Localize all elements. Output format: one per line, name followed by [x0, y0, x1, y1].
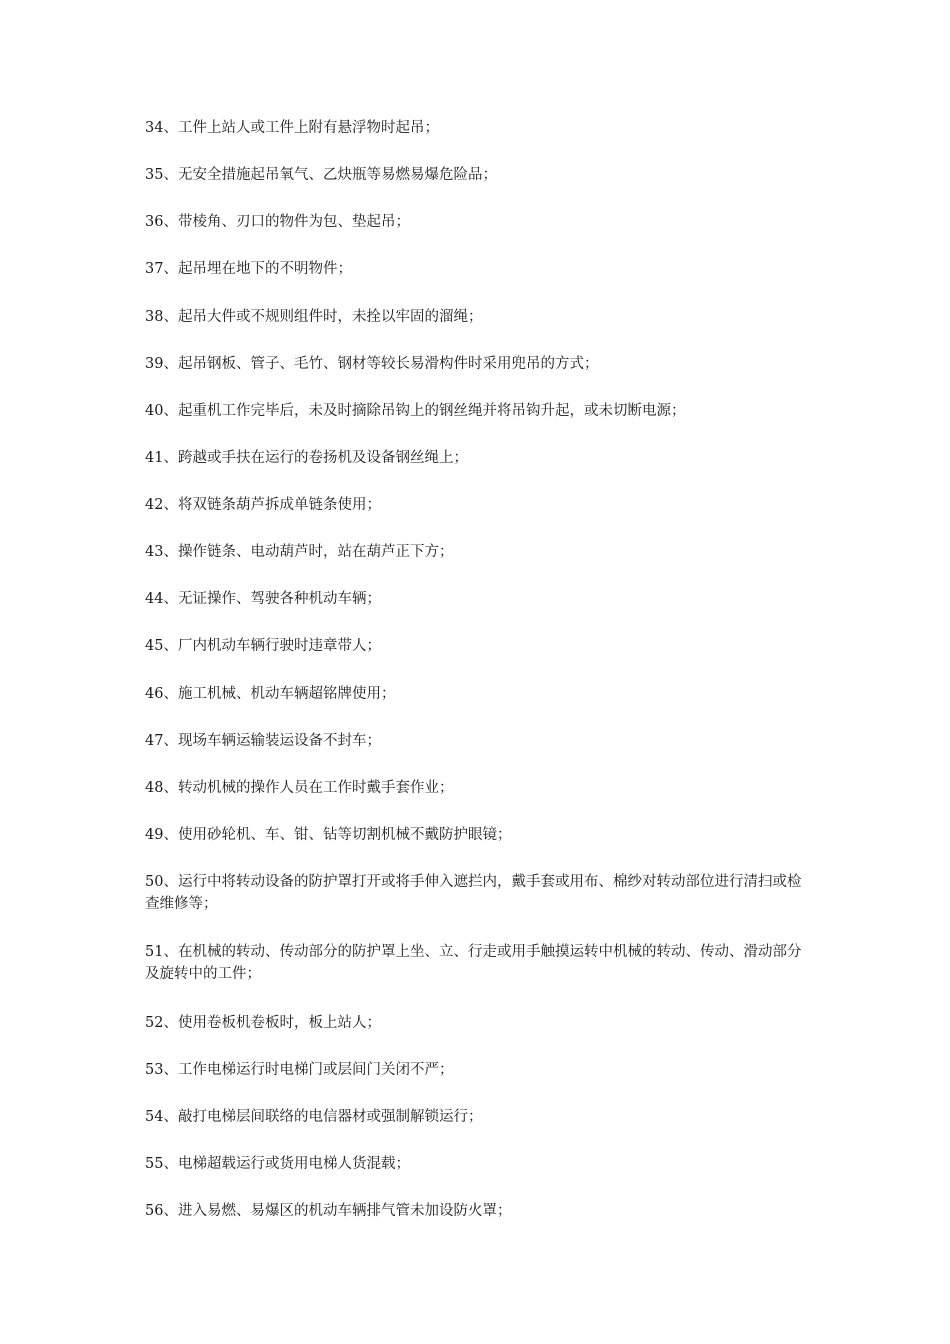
- list-item: 47、现场车辆运输装运设备不封车；: [145, 733, 381, 749]
- list-item: 42、将双链条葫芦拆成单链条使用；: [145, 497, 381, 513]
- list-item: 52、使用卷板机卷板时，板上站人；: [145, 1015, 381, 1031]
- list-item: 36、带棱角、刃口的物件为包、垫起吊；: [145, 214, 410, 230]
- list-item: 40、起重机工作完毕后，未及时摘除吊钩上的钢丝绳并将吊钩升起，或未切断电源；: [145, 403, 686, 419]
- list-item: 51、在机械的转动、传动部分的防护罩上坐、立、行走或用手触摸运转中机械的转动、传动、滑动部分及旋转中的工件；: [145, 944, 802, 982]
- list-item: 39、起吊钢板、管子、毛竹、钢材等较长易滑构件时采用兜吊的方式；: [145, 356, 599, 372]
- list-item: 38、起吊大件或不规则组件时，未拴以牢固的溜绳；: [145, 309, 483, 325]
- list-item: 55、电梯超载运行或货用电梯人货混载；: [145, 1156, 410, 1172]
- list-item: 48、转动机械的操作人员在工作时戴手套作业；: [145, 780, 454, 796]
- list-item: 46、施工机械、机动车辆超铭牌使用；: [145, 686, 396, 702]
- list-item: 53、工作电梯运行时电梯门或层间门关闭不严；: [145, 1062, 454, 1078]
- list-item: 34、工件上站人或工件上附有悬浮物时起吊；: [145, 120, 439, 136]
- list-item: 56、进入易燃、易爆区的机动车辆排气管未加设防火罩；: [145, 1203, 512, 1219]
- list-item: 45、厂内机动车辆行驶时违章带人；: [145, 638, 381, 654]
- list-item: 37、起吊埋在地下的不明物件；: [145, 261, 352, 277]
- list-item: 54、敲打电梯层间联络的电信器材或强制解锁运行；: [145, 1109, 483, 1125]
- list-item: 41、跨越或手扶在运行的卷扬机及设备钢丝绳上；: [145, 450, 468, 466]
- list-item: 49、使用砂轮机、车、钳、钻等切割机械不戴防护眼镜；: [145, 827, 512, 843]
- list-item: 43、操作链条、电动葫芦时，站在葫芦正下方；: [145, 544, 454, 560]
- list-item: 44、无证操作、驾驶各种机动车辆；: [145, 591, 381, 607]
- list-item: 35、无安全措施起吊氧气、乙炔瓶等易燃易爆危险品；: [145, 167, 497, 183]
- list-item: 50、运行中将转动设备的防护罩打开或将手伸入遮拦内，戴手套或用布、棉纱对转动部位进行清扫或检查维修等；: [145, 874, 802, 912]
